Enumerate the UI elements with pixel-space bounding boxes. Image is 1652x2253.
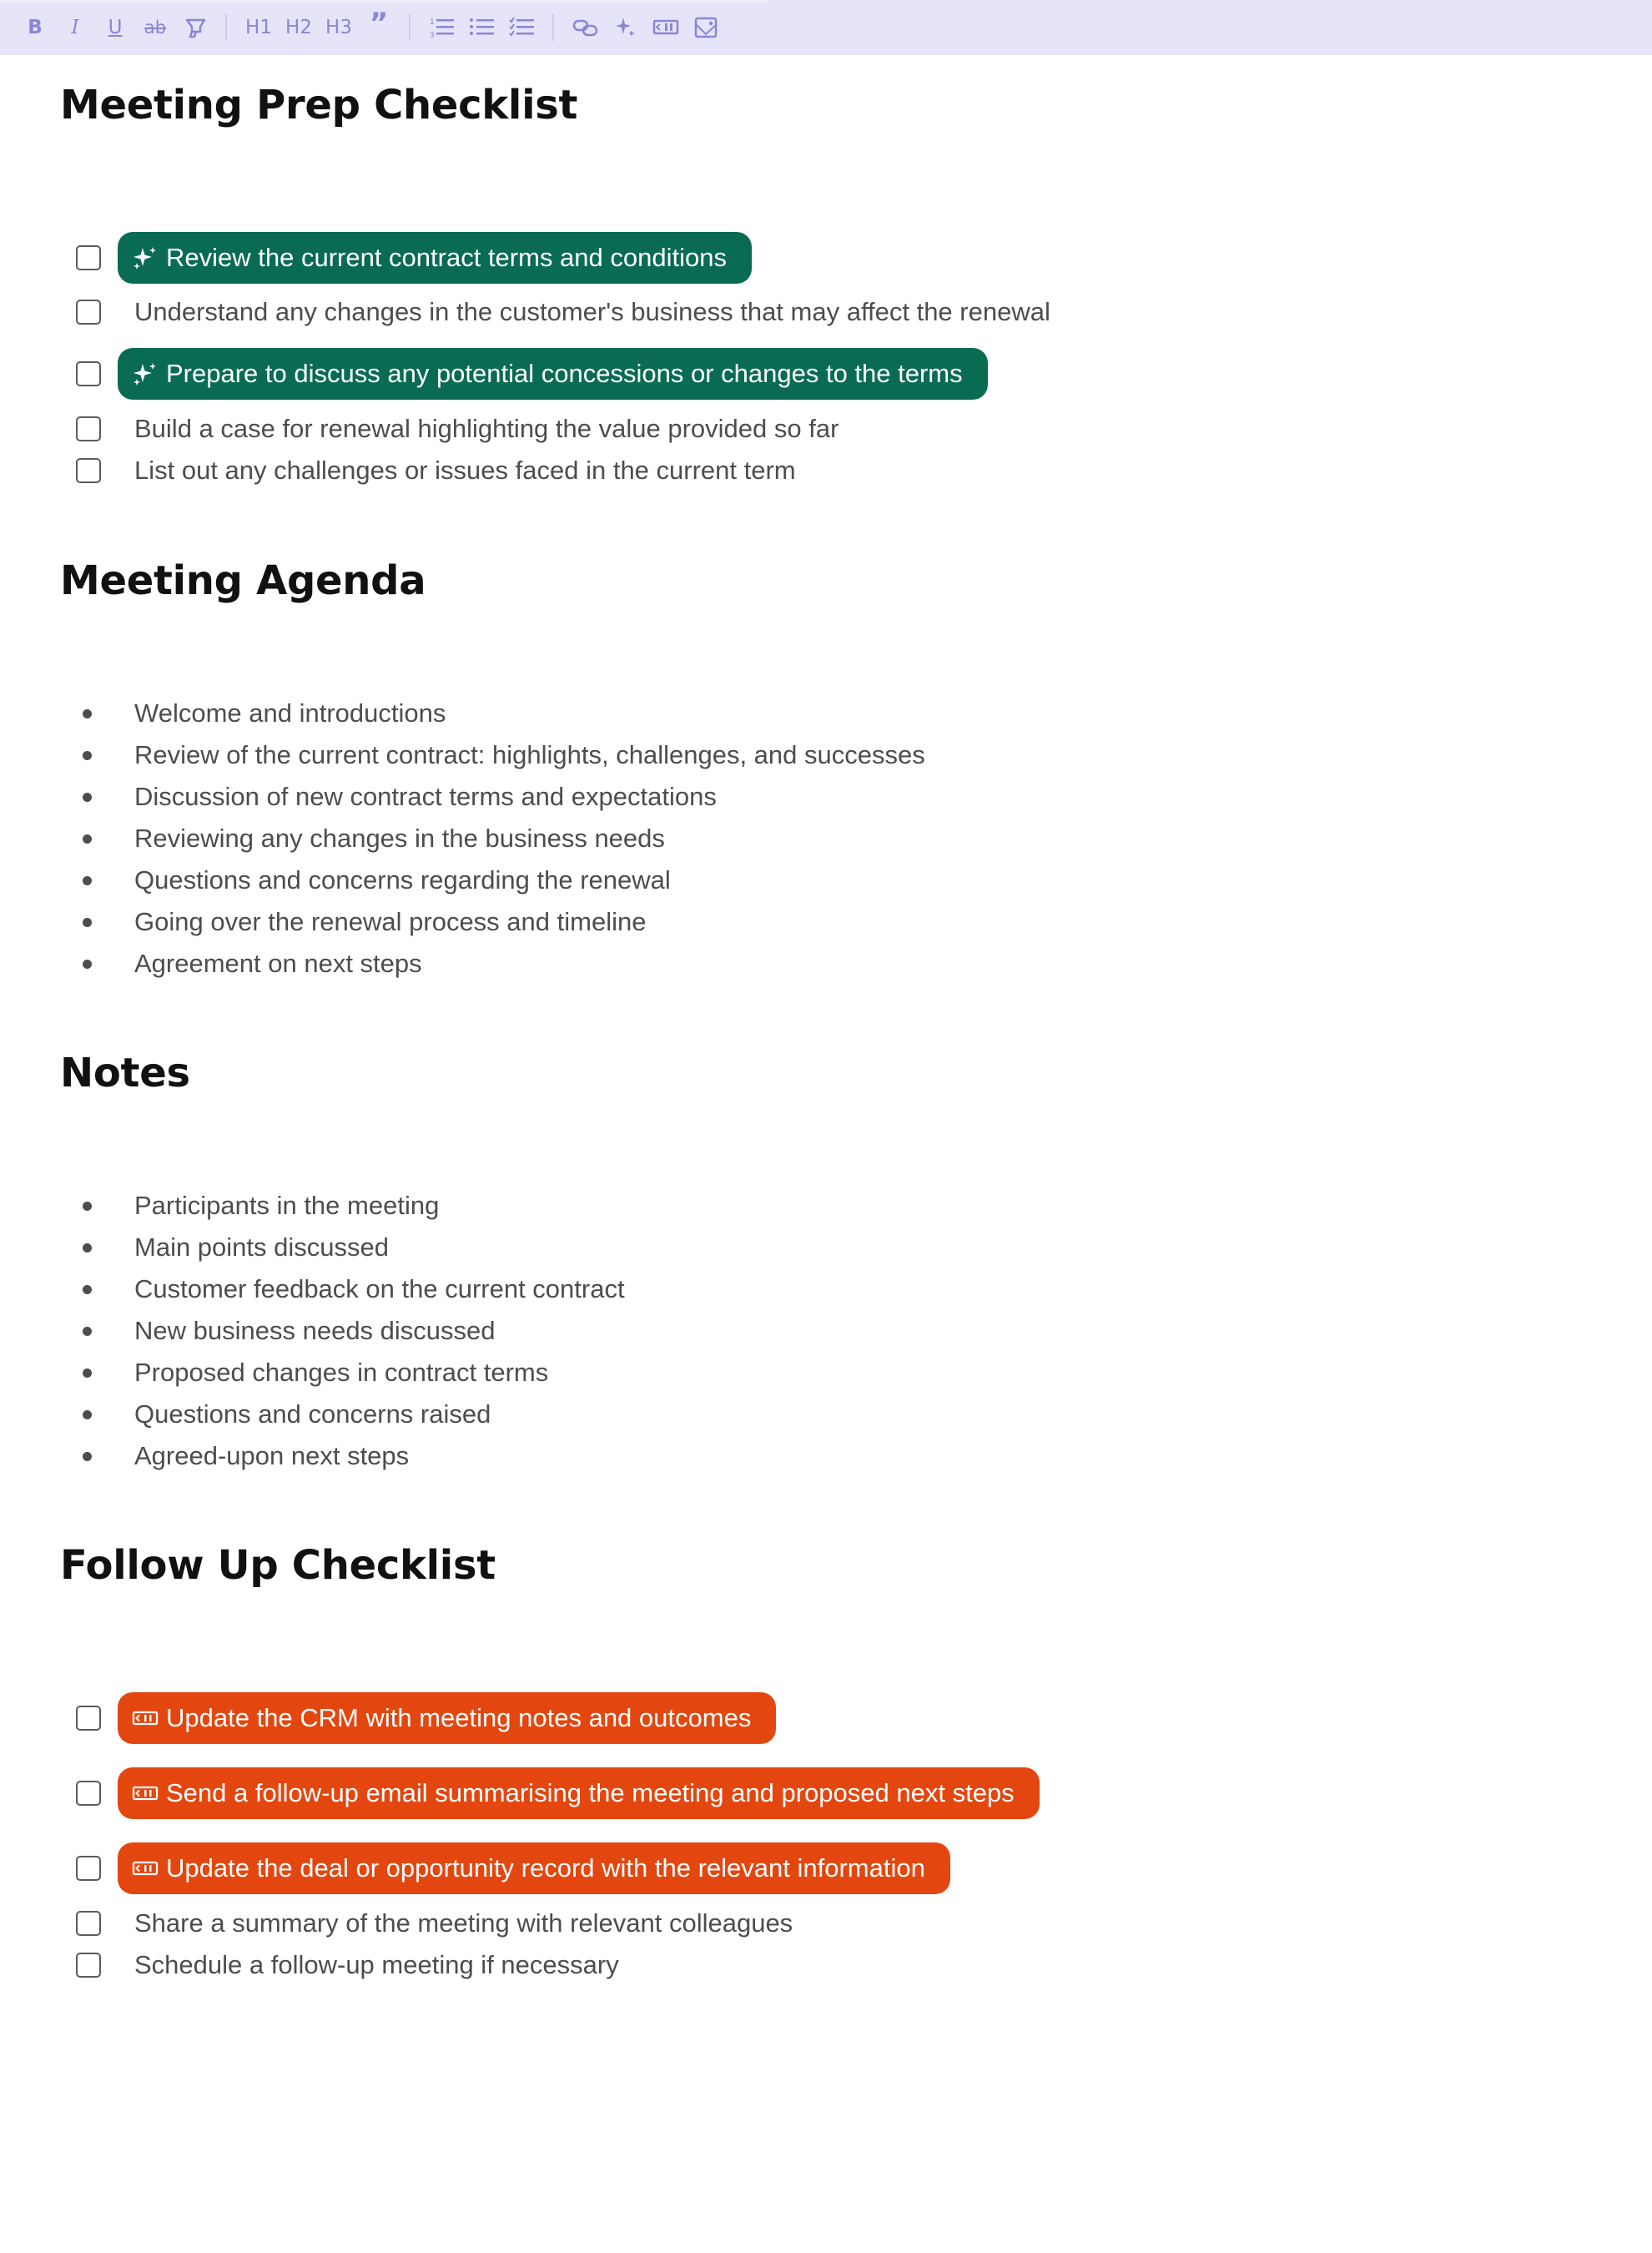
checklist-button[interactable] — [504, 9, 541, 46]
agenda-item-text: Review of the current contract: highlights, challenges, and successes — [134, 740, 925, 769]
underline-button[interactable] — [97, 9, 133, 46]
prep-item-text: Review the current contract terms and conditions — [166, 243, 727, 272]
image-icon — [693, 15, 718, 40]
notes-item-text: Questions and concerns raised — [134, 1399, 491, 1429]
underline-icon: U — [108, 17, 123, 38]
agenda-item-text: Going over the renewal process and timeline — [134, 907, 647, 936]
followup-item-text: Update the deal or opportunity record with the relevant information — [166, 1853, 925, 1883]
highlighter-icon — [183, 15, 208, 40]
link-button[interactable] — [567, 9, 604, 46]
image-button[interactable] — [687, 9, 724, 46]
ai-sparkle-icon — [131, 360, 159, 388]
notes-item-text: Customer feedback on the current contract — [134, 1274, 625, 1303]
ordered-list-icon — [429, 16, 456, 39]
ordered-list-button[interactable] — [424, 9, 461, 46]
highlight-button[interactable] — [177, 9, 214, 46]
toolbar-separator — [552, 14, 554, 41]
bullet-dot — [83, 709, 92, 718]
bullet-dot — [83, 1452, 92, 1461]
editor-toolbar — [0, 0, 1652, 55]
prep-item-text: List out any challenges or issues faced in the current term — [134, 456, 796, 485]
italic-button[interactable] — [57, 9, 93, 46]
heading-3-button[interactable] — [320, 9, 357, 46]
followup-checkbox[interactable] — [76, 1781, 101, 1806]
followup-checkbox[interactable] — [76, 1706, 101, 1731]
quote-icon: ” — [369, 7, 389, 40]
notes-heading: Notes — [60, 1050, 190, 1096]
crm-action-pill[interactable] — [118, 1767, 1040, 1819]
agenda-item-text: Agreement on next steps — [134, 949, 422, 978]
agenda-item-text: Welcome and introductions — [134, 698, 446, 728]
prep-checkbox[interactable] — [76, 416, 101, 441]
agenda-item-text: Reviewing any changes in the business needs — [134, 824, 665, 853]
crm-field-icon — [131, 1704, 159, 1732]
bullet-dot — [83, 1285, 92, 1294]
followup-heading: Follow Up Checklist — [60, 1542, 496, 1589]
followup-checkbox[interactable] — [76, 1856, 101, 1881]
bullet-list-icon — [469, 16, 496, 39]
toolbar-separator — [225, 14, 227, 41]
prep-item-text: Understand any changes in the customer's business that may affect the renewal — [134, 297, 1050, 326]
svg-text:1: 1 — [430, 18, 435, 27]
ai-sparkle-icon — [131, 244, 159, 272]
bullet-dot — [83, 918, 92, 927]
toolbar-separator — [409, 14, 410, 41]
toolbar-top-highlight — [0, 0, 768, 3]
bullet-dot — [83, 1243, 92, 1253]
crm-action-pill[interactable] — [118, 1842, 950, 1894]
agenda-item-text: Questions and concerns regarding the renewal — [134, 865, 671, 895]
bullet-dot — [83, 751, 92, 760]
svg-text:3: 3 — [430, 32, 435, 39]
agenda-item-text: Discussion of new contract terms and expectations — [134, 782, 717, 811]
bullet-dot — [83, 960, 92, 969]
crm-field-icon — [131, 1779, 159, 1807]
crm-field-icon — [652, 17, 679, 38]
followup-checkbox[interactable] — [76, 1953, 101, 1978]
quote-button[interactable] — [360, 9, 397, 46]
bullet-dot — [83, 1327, 92, 1336]
prep-item-text: Prepare to discuss any potential concessions or changes to the terms — [166, 359, 963, 388]
checklist-icon — [509, 16, 536, 39]
followup-item-text: Share a summary of the meeting with relevant colleagues — [134, 1908, 793, 1938]
prep-checkbox[interactable] — [76, 245, 101, 270]
ai-sparkle-icon — [613, 15, 638, 40]
followup-checkbox[interactable] — [76, 1911, 101, 1936]
followup-item-text: Schedule a follow-up meeting if necessary — [134, 1950, 619, 1979]
h2-label: H2 — [285, 17, 312, 38]
bullet-dot — [83, 1410, 92, 1419]
notes-item-text: Main points discussed — [134, 1232, 389, 1262]
crm-action-pill[interactable] — [118, 1692, 776, 1744]
notes-item-text: New business needs discussed — [134, 1316, 496, 1345]
bullet-dot — [83, 876, 92, 885]
followup-item-text: Update the CRM with meeting notes and outcomes — [166, 1703, 752, 1732]
bullet-dot — [83, 834, 92, 844]
prep-item-text: Build a case for renewal highlighting the value provided so far — [134, 414, 839, 443]
bullet-dot — [83, 793, 92, 802]
ai-assist-button[interactable] — [607, 9, 644, 46]
heading-2-button[interactable] — [280, 9, 317, 46]
bullet-list-button[interactable] — [464, 9, 501, 46]
h3-label: H3 — [325, 17, 352, 38]
ai-suggestion-pill[interactable] — [118, 348, 988, 400]
crm-field-button[interactable] — [647, 9, 684, 46]
prep-checkbox[interactable] — [76, 458, 101, 483]
agenda-heading: Meeting Agenda — [60, 557, 426, 604]
italic-icon: I — [71, 17, 79, 38]
strikethrough-button[interactable] — [137, 9, 174, 46]
prep-heading: Meeting Prep Checklist — [60, 82, 578, 129]
bold-icon: B — [28, 17, 43, 38]
heading-1-button[interactable] — [240, 9, 277, 46]
bold-button[interactable] — [17, 9, 53, 46]
prep-checkbox[interactable] — [76, 361, 101, 386]
strikethrough-icon: ab — [144, 18, 167, 38]
ai-suggestion-pill[interactable] — [118, 232, 752, 284]
crm-field-icon — [131, 1854, 159, 1883]
bullet-dot — [83, 1368, 92, 1378]
bullet-dot — [83, 1202, 92, 1211]
h1-label: H1 — [245, 17, 272, 38]
notes-item-text: Participants in the meeting — [134, 1191, 440, 1220]
link-icon — [572, 16, 599, 39]
notes-item-text: Agreed-upon next steps — [134, 1441, 410, 1470]
followup-item-text: Send a follow-up email summarising the meeting and proposed next steps — [166, 1778, 1015, 1807]
prep-checkbox[interactable] — [76, 300, 101, 325]
notes-item-text: Proposed changes in contract terms — [134, 1358, 549, 1387]
